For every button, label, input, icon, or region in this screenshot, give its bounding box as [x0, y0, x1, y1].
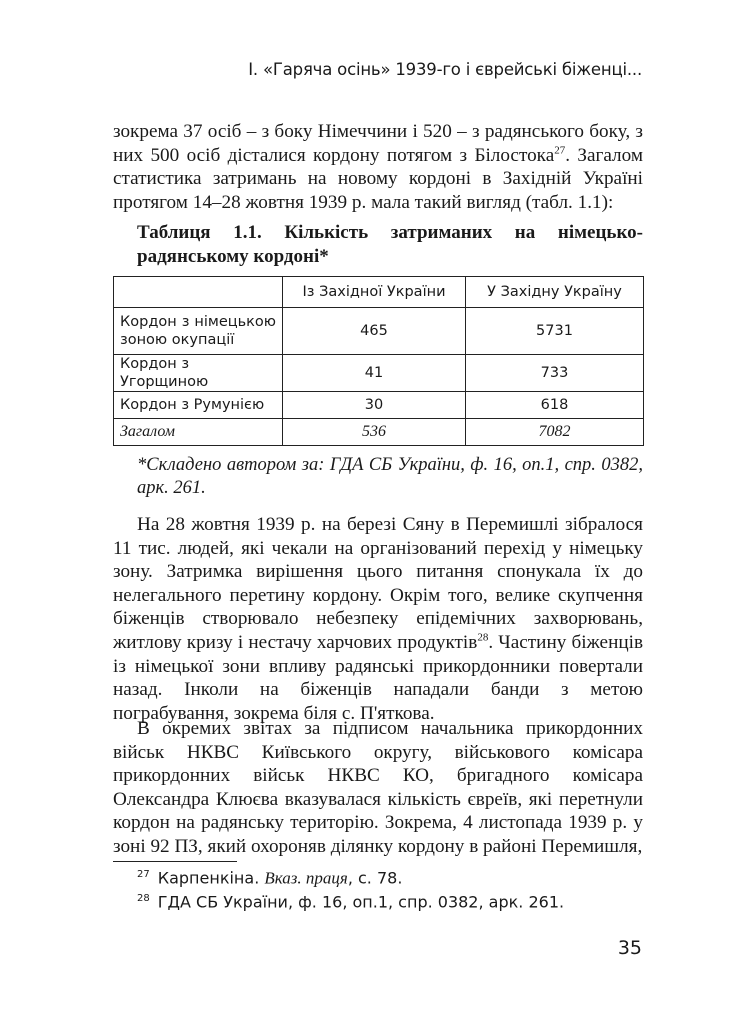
footnote-28 [137, 889, 564, 912]
paragraph-2-text-b: . Частину біженців із німецької зони впливу радянські прикордонники повертали назад. Інколи на біженців нападали банди з метою пограбування, зокрема біля с. П'яткова. [113, 631, 644, 724]
footnote-text: ГДА СБ України, ф. 16, оп.1, спр. 0382, арк. 261. [157, 892, 565, 912]
cell-from-west: 465 [283, 308, 466, 355]
paragraph-2-text-a: На 28 жовтня 1939 р. на березі Сяну в Перемишлі зібралося 11 тис. людей, які чекали на організований перехід у німецьку зону. Затримка вирішення цього питання спонукала їх до нелегального перетину кордону. Окрім того, велике скупчення біженців створювало небезпеку епідемічних захворювань, житлову кризу і нестачу харчових продуктів [113, 514, 643, 653]
paragraph-2 [113, 513, 643, 725]
footnote-author: Карпенкіна. [157, 868, 260, 888]
footnote-work: Вказ. праця [264, 868, 348, 888]
table-header-from-west: Із Західної України [283, 277, 466, 308]
running-header: І. «Гаряча осінь» 1939-го і єврейські біженці... [248, 60, 642, 79]
row-label: Загалом [114, 419, 283, 446]
cell-to-west: 7082 [466, 419, 644, 446]
paragraph-1 [113, 120, 643, 214]
table-header-row [114, 277, 644, 308]
table-total-row [114, 419, 644, 446]
footnote-ref-28: 28 [477, 631, 489, 644]
table-header-to-west: У Західну Україну [466, 277, 644, 308]
paragraph-1-text-b: . Загалом статистика затримань на новому кордоні в Західній Україні протягом 14–28 жовтня 1939 р. мала такий вигляд (табл. 1.1): [113, 144, 643, 213]
footnote-divider [113, 861, 237, 862]
footnote-mark: 28 [137, 893, 150, 904]
cell-to-west: 5731 [466, 308, 644, 355]
paragraph-1-text-a: зокрема 37 осіб – з боку Німеччини і 520 – з радянського боку, з них 500 осіб дісталися кордону потягом з Білостока [113, 121, 643, 166]
table-source-note: *Складено автором за: ГДА СБ України, ф. 16, оп.1, спр. 0382, арк. 261. [137, 455, 643, 498]
row-label: Кордон з Румунією [114, 392, 283, 419]
table-caption: Таблиця 1.1. Кількість затриманих на німецько-радянському кордоні* [137, 222, 643, 267]
table-row [114, 355, 644, 392]
cell-to-west: 733 [466, 355, 644, 392]
footnote-mark: 27 [137, 869, 150, 880]
detentions-table [113, 276, 644, 446]
row-label: Кордон з Угорщиною [114, 355, 283, 392]
table-row [114, 392, 644, 419]
cell-to-west: 618 [466, 392, 644, 419]
table-header-empty [114, 277, 283, 308]
page-number: 35 [617, 937, 642, 959]
paragraph-3: В окремих звітах за підписом начальника прикордонних військ НКВС Київського округу, військового комісара прикордонних військ НКВС КО, бригадного комісара Олександра Клюєва вказувалася кількість євреїв, які перетнули кордон на радянську територію. Зокрема, 4 листопада 1939 р. у зоні 92 ПЗ, який охороняв ділянку кордону в районі Перемишля, [113, 718, 643, 857]
cell-from-west: 536 [283, 419, 466, 446]
table-row [114, 308, 644, 355]
cell-from-west: 41 [283, 355, 466, 392]
cell-from-west: 30 [283, 392, 466, 419]
row-label: Кордон з німецькою зоною окупації [114, 308, 283, 355]
footnote-27 [137, 865, 402, 888]
footnote-ref-27: 27 [554, 144, 566, 157]
footnote-rest: , с. 78. [347, 868, 403, 888]
